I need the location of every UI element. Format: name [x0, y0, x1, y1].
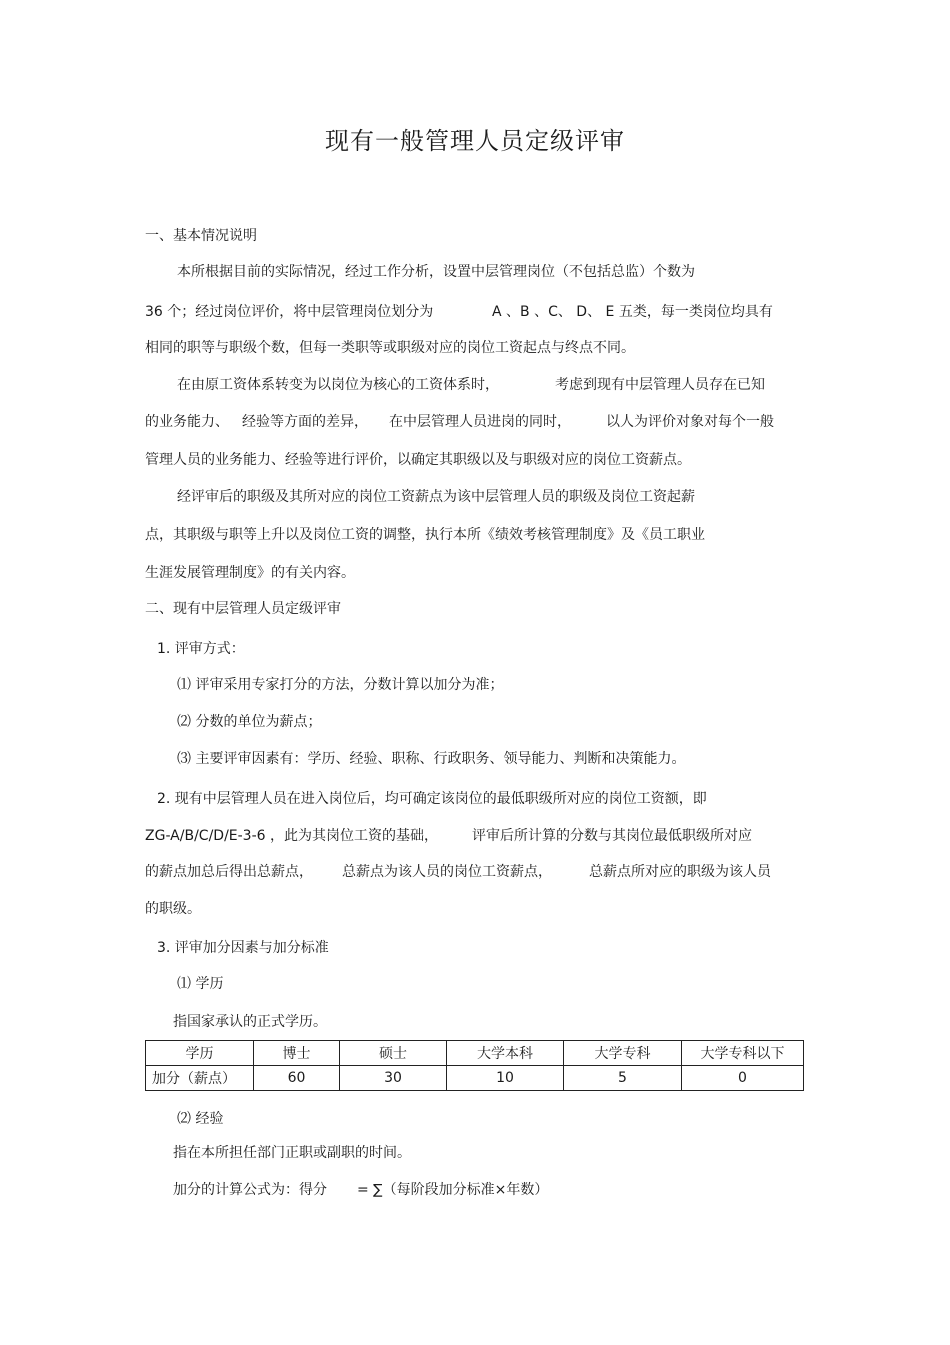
paragraph-line: A 、B 、C、 D、 E 五类，每一类岗位均具有	[492, 304, 773, 320]
table-cell: 大学专科	[564, 1041, 682, 1066]
paragraph-line: 管理人员的业务能力、经验等进行评价，以确定其职级以及与职级对应的岗位工资薪点。	[145, 452, 691, 468]
exp-label: ⑵ 经验	[177, 1111, 224, 1127]
paragraph-line: 生涯发展管理制度》的有关内容。	[145, 565, 355, 581]
table-header-row	[146, 1041, 804, 1066]
section2-heading: 二、现有中层管理人员定级评审	[145, 601, 341, 617]
edu-label: ⑴ 学历	[177, 976, 224, 992]
paragraph-line: 考虑到现有中层管理人员存在已知	[555, 377, 765, 393]
exp-description: 指在本所担任部门正职或副职的时间。	[173, 1145, 411, 1161]
table-cell: 10	[447, 1066, 564, 1091]
paragraph-line: 2. 现有中层管理人员在进入岗位后，均可确定该岗位的最低职级所对应的岗位工资额，即	[157, 791, 707, 807]
table-cell: 学历	[146, 1041, 254, 1066]
item3-heading: 3. 评审加分因素与加分标准	[157, 940, 329, 956]
table-cell: 硕士	[340, 1041, 447, 1066]
list-item: ⑵ 分数的单位为薪点；	[177, 714, 322, 730]
paragraph-line: 总薪点所对应的职级为该人员	[589, 864, 771, 880]
paragraph-line: 在由原工资体系转变为以岗位为核心的工资体系时，	[177, 377, 499, 393]
formula-body: = ∑（每阶段加分标准×年数）	[357, 1182, 549, 1198]
list-item: ⑴ 评审采用专家打分的方法，分数计算以加分为准；	[177, 677, 504, 693]
table-row	[146, 1066, 804, 1091]
paragraph-line: 相同的职等与职级个数，但每一类职等或职级对应的岗位工资起点与终点不同。	[145, 340, 635, 356]
paragraph-line: 总薪点为该人员的岗位工资薪点，	[342, 864, 552, 880]
paragraph-line: 经验等方面的差异，	[242, 414, 368, 430]
paragraph-line: 在中层管理人员进岗的同时，	[389, 414, 571, 430]
page-title: 现有一般管理人员定级评审	[325, 127, 625, 155]
paragraph-line: 本所根据目前的实际情况，经过工作分析，设置中层管理岗位（不包括总监）个数为	[177, 264, 695, 280]
paragraph-line: 的职级。	[145, 901, 201, 917]
section1-heading: 一、基本情况说明	[145, 228, 257, 244]
paragraph-line: ZG-A/B/C/D/E-3-6 ，此为其岗位工资的基础，	[145, 828, 439, 844]
paragraph-line: 以人为评价对象对每个一般	[606, 414, 774, 430]
table-cell: 30	[340, 1066, 447, 1091]
table-cell: 博士	[254, 1041, 340, 1066]
paragraph-line: 36 个；经过岗位评价，将中层管理岗位划分为	[145, 304, 434, 320]
table-cell: 5	[564, 1066, 682, 1091]
table-cell: 加分（薪点）	[146, 1066, 254, 1091]
paragraph-line: 经评审后的职级及其所对应的岗位工资薪点为该中层管理人员的职级及岗位工资起薪	[177, 489, 695, 505]
table-cell: 大学本科	[447, 1041, 564, 1066]
table-cell: 0	[682, 1066, 804, 1091]
formula-prefix: 加分的计算公式为：得分	[173, 1182, 327, 1198]
table-cell: 大学专科以下	[682, 1041, 804, 1066]
table-cell: 60	[254, 1066, 340, 1091]
paragraph-line: 的业务能力、	[145, 414, 229, 430]
paragraph-line: 的薪点加总后得出总薪点，	[145, 864, 313, 880]
paragraph-line: 点，其职级与职等上升以及岗位工资的调整，执行本所《绩效考核管理制度》及《员工职业	[145, 527, 705, 543]
list-item: ⑶ 主要评审因素有：学历、经验、职称、行政职务、领导能力、判断和决策能力。	[177, 751, 686, 767]
edu-description: 指国家承认的正式学历。	[173, 1014, 327, 1030]
paragraph-line: 评审后所计算的分数与其岗位最低职级所对应	[472, 828, 752, 844]
item1-heading: 1. 评审方式：	[157, 641, 245, 657]
education-table	[145, 1040, 804, 1091]
